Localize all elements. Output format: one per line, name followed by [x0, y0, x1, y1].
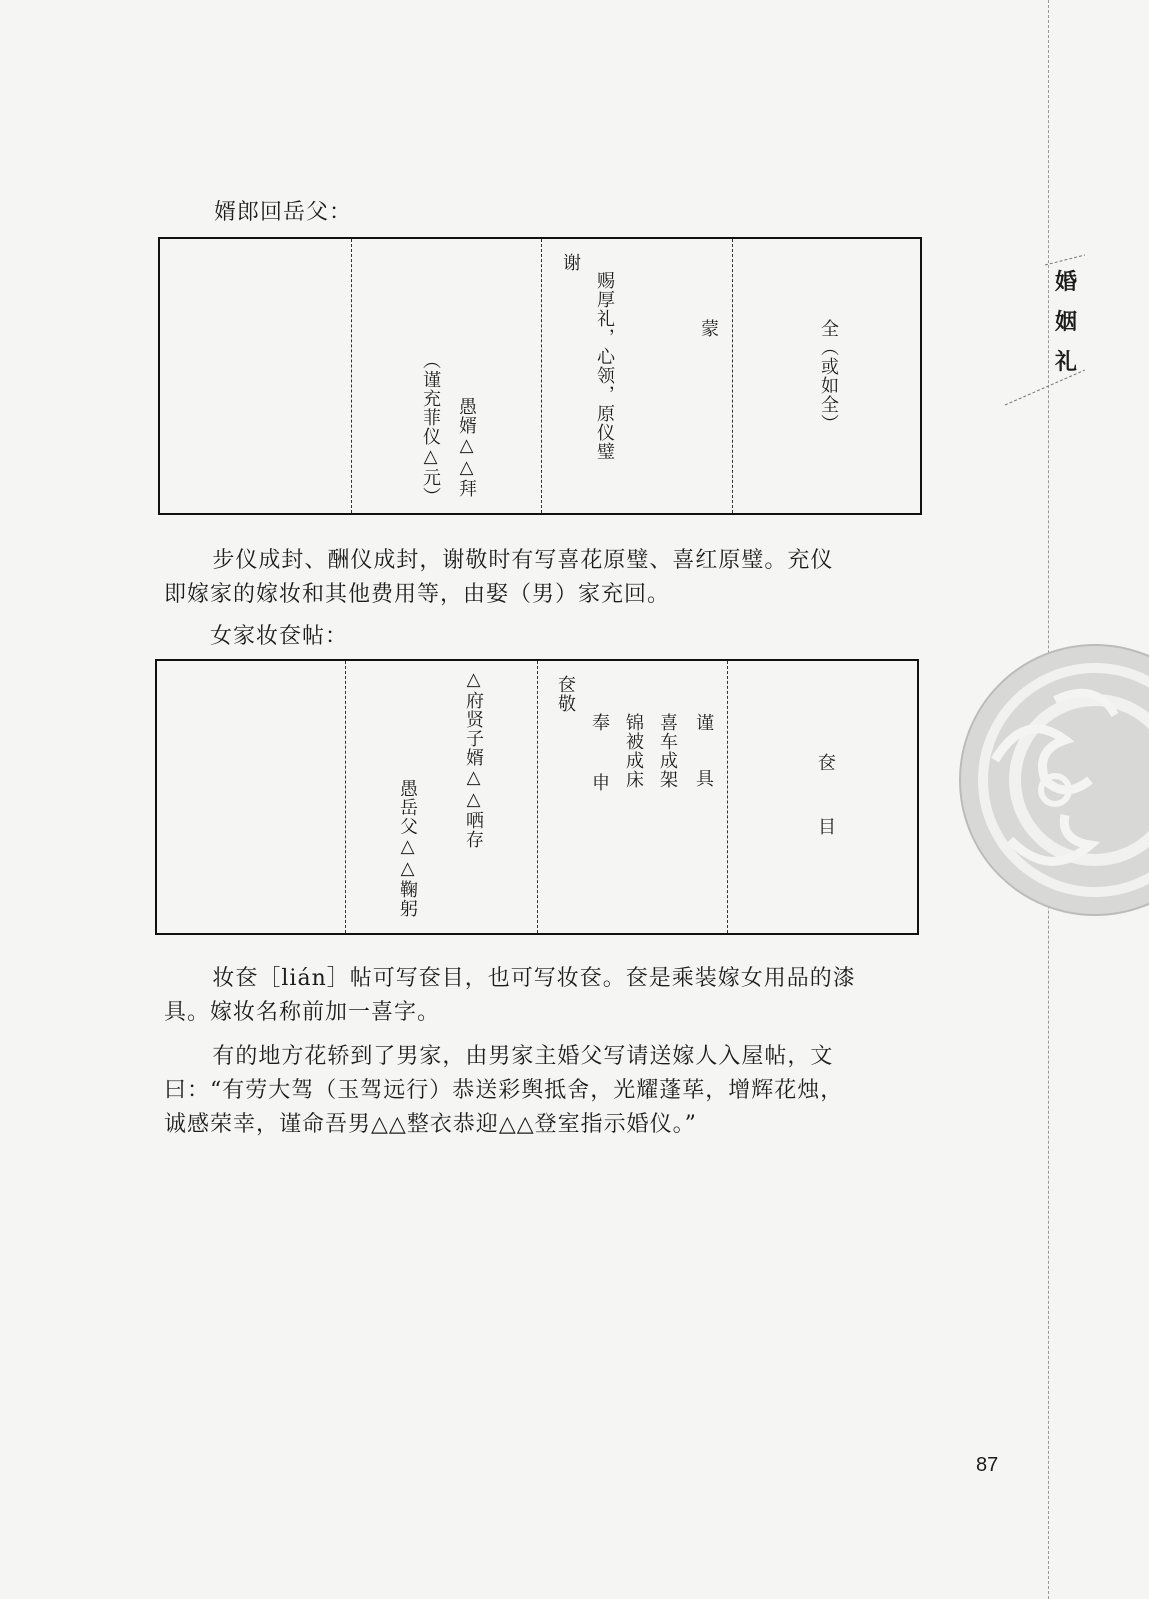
reply-card [158, 237, 922, 515]
page-number: 87 [976, 1454, 999, 1476]
card-divider [351, 239, 352, 513]
dowry-card [155, 659, 919, 935]
card-mong: 蒙 [698, 319, 719, 338]
card-recipient: △府贤子婿△△哂存 [463, 669, 484, 849]
side-tab-char: 姻 [1054, 309, 1077, 335]
paragraph-line: 诚感荣幸，谨命吾男△△整衣恭迎△△登室指示婚仪。” [164, 1112, 697, 1137]
paragraph-line: 妆奁［lián］帖可写奁目，也可写妆奁。奁是乘装嫁女用品的漆 [212, 966, 856, 991]
paragraph-line: 有的地方花轿到了男家，由男家主婚父写请送嫁人入屋帖，文 [212, 1044, 834, 1069]
paragraph-line: 曰：“有劳大驾（玉驾远行）恭送彩舆抵舍，光耀蓬荜，增辉花烛， [164, 1078, 844, 1103]
paragraph-line: 具。嫁妆名称前加一喜字。 [164, 1000, 441, 1025]
card-signature: 愚婿△△拜 [456, 397, 477, 498]
card-divider [727, 661, 728, 933]
card-dowry-mark: 奁敬 [555, 675, 576, 713]
paragraph-line: 步仪成封、酬仪成封，谢敬时有写喜花原璧、喜红原璧。充仪 [212, 548, 834, 573]
paragraph-1 [164, 544, 924, 612]
paragraph-line: 即嫁家的嫁妆和其他费用等，由娶（男）家充回。 [164, 582, 671, 607]
card-title-char: 奁 [815, 753, 836, 772]
ornament-medallion [955, 640, 1149, 920]
card-item: 锦被成床 [623, 713, 644, 789]
card-divider [732, 239, 733, 513]
section-heading: 婿郎回岳父： [214, 200, 353, 225]
card-name-column: 全（或如全） [818, 319, 839, 433]
card-title-char: 目 [815, 817, 836, 836]
side-tab-char: 婚 [1054, 269, 1077, 295]
card-item: 喜车成架 [657, 713, 678, 789]
paragraph-2 [164, 962, 924, 1030]
card-thanks-mark: 谢 [560, 253, 581, 272]
section-heading: 女家妆奁帖： [210, 624, 349, 649]
paragraph-3 [164, 1040, 924, 1142]
card-divider [345, 661, 346, 933]
card-thanks-body: 赐厚礼，心领，原仪璧 [594, 271, 615, 461]
side-tab-char: 礼 [1054, 349, 1077, 375]
card-item: 谨具 [693, 713, 714, 825]
card-divider [541, 239, 542, 513]
card-item: 奉申 [589, 713, 610, 833]
card-divider [537, 661, 538, 933]
card-enclosure-note: （谨充菲仪△元） [420, 351, 441, 506]
card-signature: 愚岳父△△鞠躬 [397, 779, 418, 918]
side-tab-slash-lines [985, 250, 1085, 410]
